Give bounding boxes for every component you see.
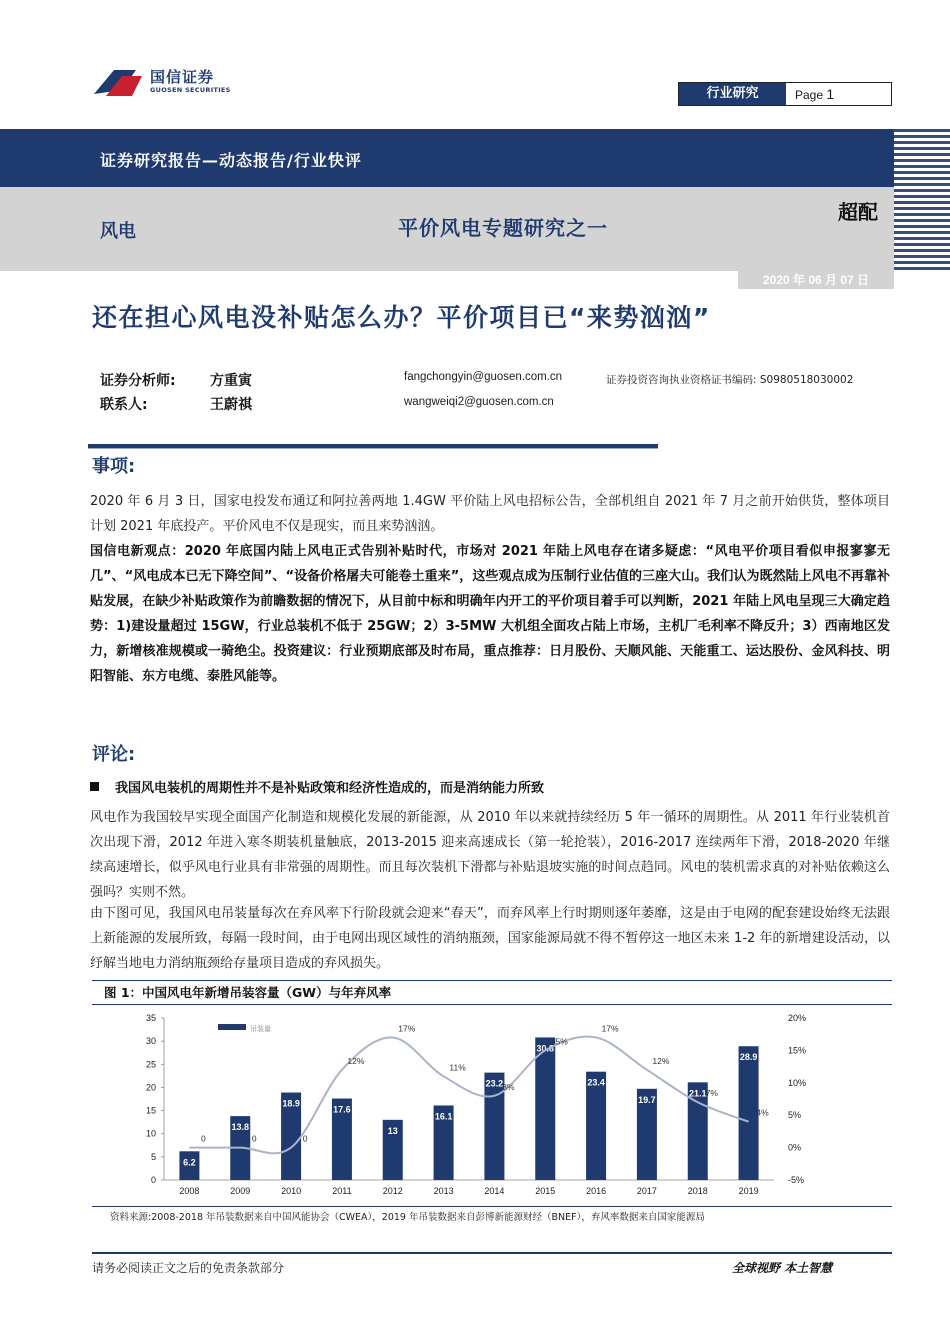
y-right-tick-label: 10% bbox=[788, 1077, 807, 1088]
disclaimer-note: 请务必阅读正文之后的免责条款部分 bbox=[92, 1261, 285, 1275]
bullet-square-icon bbox=[90, 782, 99, 791]
x-tick-label: 2008 bbox=[179, 1186, 200, 1196]
bar-value-label: 16.1 bbox=[434, 1111, 453, 1122]
event-paragraph: 2020 年 6 月 3 日，国家电投发布通辽和阿拉善两地 1.4GW 平价陆上风电招标公告，全部机组自 2021 年 7 月之前开始供货，整体项目计划 2021 年底投产。平价风电不仅是现实，而且来势汹汹。 bbox=[90, 494, 890, 534]
bar-value-label: 23.2 bbox=[485, 1078, 504, 1089]
x-tick-label: 2010 bbox=[281, 1186, 302, 1196]
y-left-tick-label: 5 bbox=[150, 1151, 156, 1162]
bar-value-label: 23.4 bbox=[587, 1077, 605, 1088]
bar-value-label: 30.8 bbox=[536, 1043, 555, 1054]
bar-value-label: 18.9 bbox=[282, 1098, 300, 1109]
y-left-tick-label: 20 bbox=[145, 1082, 156, 1093]
section-divider-thin bbox=[88, 448, 658, 449]
contact-label: 联系人: bbox=[100, 397, 148, 413]
x-tick-label: 2014 bbox=[484, 1186, 505, 1196]
figure-title: 图 1：中国风电年新增吊装容量（GW）与年弃风率 bbox=[104, 985, 392, 1000]
company-slogan: 全球视野 本土智慧 bbox=[732, 1261, 833, 1275]
page-tag-box bbox=[678, 82, 892, 106]
figure-bottom-rule bbox=[92, 1206, 892, 1207]
line-value-label: 15% bbox=[550, 1036, 568, 1047]
contact-email[interactable]: wangweiqi2@guosen.com.cn bbox=[404, 396, 554, 408]
line-value-label: 12% bbox=[652, 1055, 670, 1066]
x-tick-label: 2011 bbox=[332, 1186, 352, 1196]
line-value-label: 17% bbox=[398, 1023, 416, 1034]
series-title: 平价风电专题研究之一 bbox=[398, 216, 608, 240]
y-right-tick-label: 20% bbox=[788, 1013, 807, 1023]
x-tick-label: 2016 bbox=[586, 1186, 607, 1196]
page-number: 1 bbox=[826, 86, 835, 102]
bar-2016 bbox=[586, 1072, 606, 1180]
bar-value-label: 21.1 bbox=[688, 1088, 707, 1099]
footer-rule bbox=[92, 1252, 892, 1254]
x-tick-label: 2012 bbox=[382, 1186, 403, 1196]
figure-source: 资料来源:2008-2018 年吊装数据来自中国风能协会（CWEA），2019 年吊装数据来自彭博新能源财经（BNEF），弃风率数据来自国家能源局 bbox=[110, 1212, 705, 1223]
section-heading-event: 事项: bbox=[92, 456, 136, 477]
figure-title-rule bbox=[92, 1004, 892, 1005]
y-left-tick-label: 30 bbox=[145, 1036, 156, 1047]
line-value-label: 0 bbox=[302, 1133, 308, 1144]
line-value-label: 0 bbox=[251, 1133, 257, 1144]
analyst-email[interactable]: fangchongyin@guosen.com.cn bbox=[404, 371, 563, 383]
bar-value-label: 28.9 bbox=[739, 1052, 758, 1063]
line-value-label: 0 bbox=[201, 1133, 206, 1144]
line-value-label: 17% bbox=[601, 1023, 619, 1034]
bullet-text: 我国风电装机的周期性并不是补贴政策和经济性造成的，而是消纳能力所致 bbox=[115, 781, 545, 796]
x-tick-label: 2019 bbox=[738, 1186, 759, 1196]
legend-label: 吊装量 bbox=[250, 1025, 271, 1033]
bar-value-label: 17.6 bbox=[333, 1104, 351, 1115]
section-heading-comment: 评论: bbox=[92, 744, 136, 765]
line-value-label: 8% bbox=[502, 1081, 515, 1092]
bar-value-label: 19.7 bbox=[638, 1094, 656, 1105]
y-left-tick-label: 15 bbox=[145, 1105, 156, 1116]
legend-swatch bbox=[218, 1024, 246, 1030]
category-tag: 行业研究 bbox=[679, 83, 786, 105]
contact-name: 王蔚祺 bbox=[210, 397, 252, 413]
page-title: 还在担心风电没补贴怎么办？平价项目已“来势汹汹” bbox=[92, 303, 711, 332]
report-type: 证券研究报告—动态报告/行业快评 bbox=[100, 151, 362, 170]
line-value-label: 12% bbox=[347, 1055, 365, 1066]
x-tick-label: 2018 bbox=[687, 1186, 708, 1196]
bar-value-label: 13 bbox=[387, 1125, 398, 1136]
analyst-name: 方重寅 bbox=[210, 373, 252, 389]
y-right-tick-label: -5% bbox=[788, 1175, 805, 1185]
x-tick-label: 2013 bbox=[433, 1186, 454, 1196]
y-right-tick-label: 0% bbox=[788, 1142, 802, 1153]
comment-paragraph-1: 风电作为我国较早实现全面国产化制造和规模化发展的新能源，从 2010 年以来就持续经历 5 年一循环的周期性。从 2011 年行业装机首次出现下滑，2012 年进入寒冬期装机量触底，2013-2015 迎来高速成长（第一轮抢装），2016-2017 连续两年下滑，2018-2020 年继续高速增长，似乎风电行业具有非常强的周期性。而且每次装机下滑都与补贴退坡实施的时间点趋同。风电的装机需求真的对补贴依赖这么强吗？实则不然。 bbox=[90, 810, 890, 900]
bullet-heading bbox=[90, 777, 544, 796]
y-left-tick-label: 35 bbox=[145, 1013, 156, 1023]
page-label: Page bbox=[795, 88, 824, 102]
report-date: 2020 年 06 月 07 日 bbox=[738, 271, 894, 289]
analyst-label: 证券分析师: bbox=[100, 373, 176, 389]
bar-value-label: 6.2 bbox=[183, 1157, 196, 1168]
curtailment-line bbox=[189, 1037, 748, 1154]
certificate-number: 证券投资咨询执业资格证书编码: S0980518030002 bbox=[606, 374, 854, 386]
x-tick-label: 2017 bbox=[636, 1186, 657, 1196]
logo-subtext: GUOSEN SECURITIES bbox=[150, 86, 231, 94]
sector-label: 风电 bbox=[100, 221, 136, 242]
y-left-tick-label: 0 bbox=[150, 1175, 156, 1185]
rating-label: 超配 bbox=[838, 200, 878, 224]
viewpoint-paragraph: 国信电新观点：2020 年底国内陆上风电正式告别补贴时代，市场对 2021 年陆上风电存在诸多疑虑：“风电平价项目看似申报寥寥无几”、“风电成本已无下降空间”、“设备价格屠夫可能卷土重来”，这些观点成为压制行业估值的三座大山。我们认为既然陆上风电不再靠补贴发展，在缺少补贴政策作为前瞻数据的情况下，从目前中标和明确年内开工的平价项目着手可以判断，2021 年陆上风电呈现三大确定趋势：1)建设量超过 15GW，行业总装机不低于 25GW；2）3-5MW 大机组全面攻占陆上市场，主机厂毛利率不降反升；3）西南地区发力，新增核准规模或一骑绝尘。投资建议：行业预期底部及时布局，重点推荐：日月股份、天顺风能、天能重工、运达股份、金风科技、明阳智能、东方电缆、泰胜风能等。 bbox=[90, 544, 890, 684]
line-value-label: 4% bbox=[756, 1107, 769, 1118]
decorative-strip bbox=[894, 129, 950, 271]
bar-2015 bbox=[535, 1037, 555, 1180]
line-value-label: 7% bbox=[705, 1088, 718, 1099]
capacity-curtailment-chart bbox=[92, 1006, 892, 1202]
line-value-label: 11% bbox=[449, 1062, 466, 1073]
bar-value-label: 13.8 bbox=[231, 1122, 250, 1133]
logo-text: 国信证券 bbox=[150, 68, 215, 86]
page-indicator bbox=[795, 83, 834, 105]
x-tick-label: 2009 bbox=[230, 1186, 251, 1196]
x-tick-label: 2015 bbox=[535, 1186, 556, 1196]
y-right-tick-label: 15% bbox=[788, 1045, 807, 1056]
figure-top-rule bbox=[92, 980, 892, 981]
y-left-tick-label: 10 bbox=[145, 1128, 156, 1139]
y-right-tick-label: 5% bbox=[788, 1110, 802, 1121]
y-left-tick-label: 25 bbox=[145, 1059, 156, 1070]
comment-paragraph-2: 由下图可见，我国风电吊装量每次在弃风率下行阶段就会迎来“春天”，而弃风率上行时期则逐年萎靡，这是由于电网的配套建设始终无法跟上新能源的发展所致，每隔一段时间，由于电网出现区域性的消纳瓶颈，国家能源局就不得不暂停这一地区未来 1-2 年的新增建设活动，以纾解当地电力消纳瓶颈给存量项目造成的弃风损失。 bbox=[90, 906, 890, 971]
